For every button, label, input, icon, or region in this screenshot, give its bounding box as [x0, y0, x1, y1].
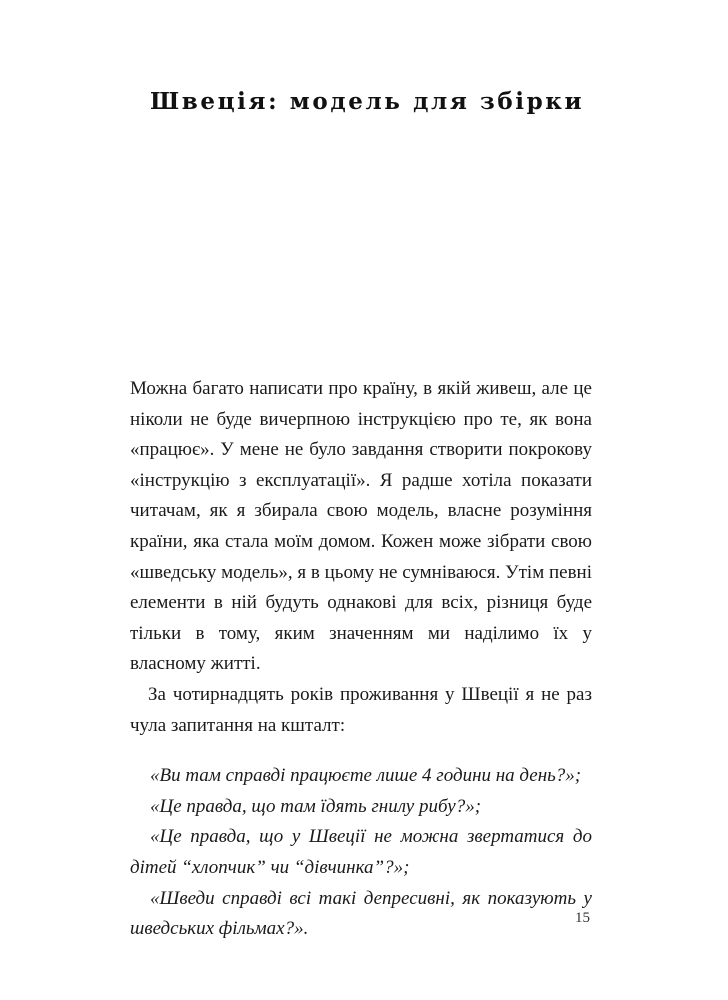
body-text	[130, 374, 592, 945]
quote-item: «Ви там справді працюєте лише 4 години на день?»;	[150, 765, 582, 787]
quote-item: «Шведи справді всі такі депресивні, як показують у шведських фільмах?».	[130, 887, 592, 940]
quote-item: «Це правда, що там їдять гнилу рибу?»;	[150, 795, 482, 817]
paragraph-intro: Можна багато написати про країну, в якій живеш, але це ніколи не буде вичерпною інструкцією про те, як вона «працює». У мене не було завдання створити покрокову «інструкцію з експлуатації». Я радше хотіла показати читачам, як я збирала свою модель, власне розуміння країни, яка стала моїм домом. Кожен може зібрати свою «шведську модель», я в цьому не сумніваюся. Утім певні елементи в ній будуть однакові для всіх, різниця буде тільки в тому, яким значенням ми наділимо їх у власному житті.	[130, 378, 592, 675]
page-number: 15	[575, 910, 590, 926]
chapter-title: Швеція: модель для збірки	[150, 88, 585, 115]
quote-list	[130, 761, 592, 945]
paragraph-questions-lead: За чотирнадцять років проживання у Швеції я не раз чула запитання на кшталт:	[130, 683, 592, 736]
quote-item: «Це правда, що у Швеції не можна звертатися до дітей “хлопчик” чи “дівчинка”?»;	[130, 826, 592, 878]
